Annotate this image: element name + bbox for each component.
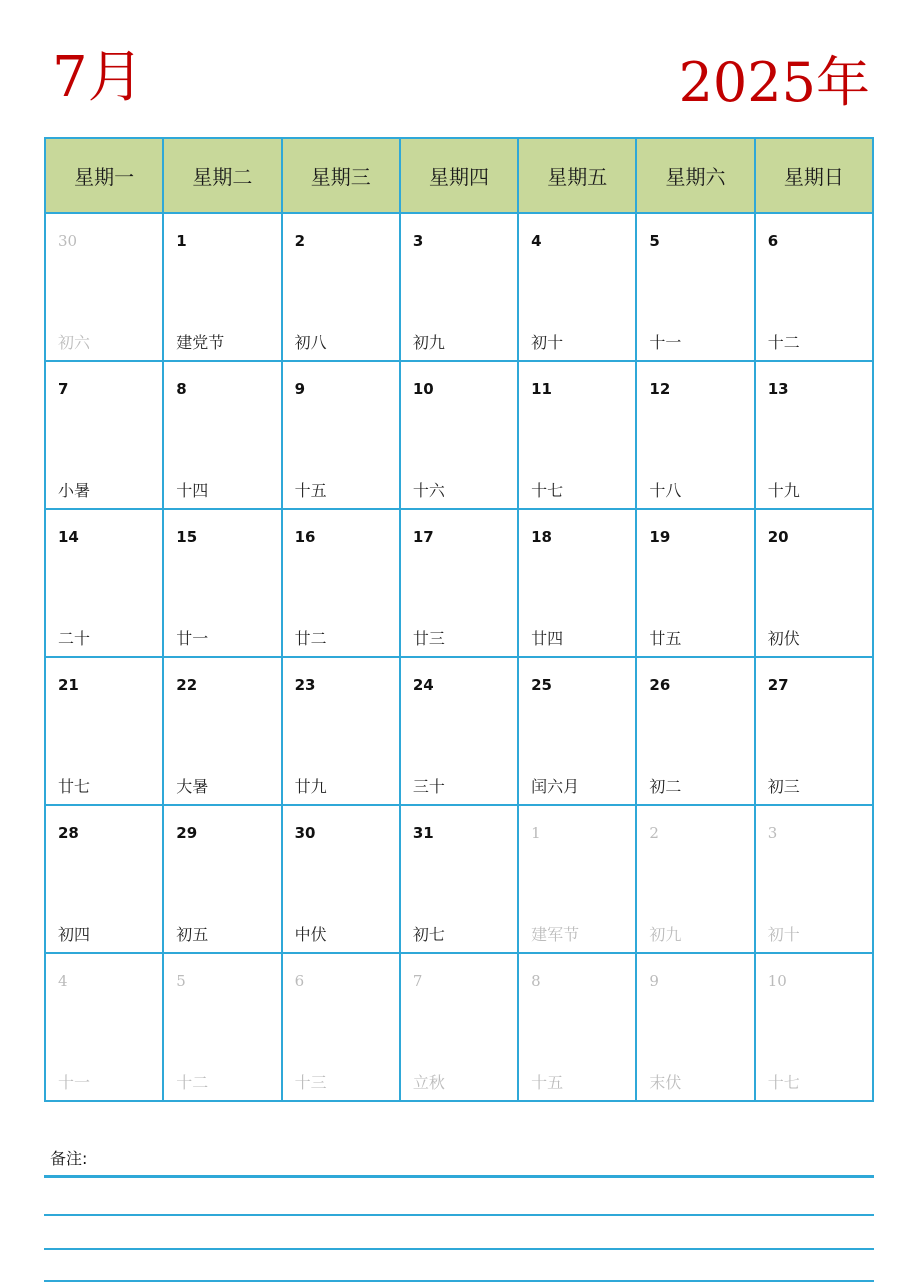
- lunar-date: 廿五: [649, 629, 682, 648]
- lunar-date: 立秋: [412, 1073, 445, 1092]
- day-number: 30: [58, 232, 78, 250]
- lunar-date: 十五: [294, 481, 327, 500]
- lunar-date: 建党节: [176, 333, 225, 352]
- day-number: 15: [176, 528, 198, 546]
- day-number: 1: [176, 232, 187, 250]
- day-number: 7: [412, 972, 423, 990]
- weekday-header: 星期四: [400, 138, 518, 213]
- lunar-date: 中伏: [294, 925, 327, 944]
- lunar-date: 廿七: [58, 777, 91, 796]
- day-number: 25: [531, 676, 552, 694]
- week-row: [45, 657, 873, 805]
- day-cell[interactable]: [755, 509, 873, 657]
- day-cell[interactable]: [518, 361, 636, 509]
- lunar-date: 初五: [176, 925, 209, 944]
- lunar-date: 闰六月: [531, 777, 580, 796]
- day-cell[interactable]: [636, 509, 754, 657]
- day-cell[interactable]: [518, 805, 636, 953]
- day-cell[interactable]: [45, 213, 163, 361]
- day-number: 29: [176, 824, 198, 842]
- weekday-header: 星期五: [518, 138, 636, 213]
- day-number: 4: [531, 232, 542, 250]
- day-cell[interactable]: [45, 953, 163, 1101]
- day-number: 3: [767, 824, 778, 842]
- day-cell[interactable]: [163, 509, 281, 657]
- lunar-date: 末伏: [649, 1073, 682, 1092]
- week-row: [45, 509, 873, 657]
- weekday-header-row: [45, 138, 873, 213]
- note-line: [44, 1248, 874, 1250]
- day-number: 8: [531, 972, 541, 990]
- day-number: 11: [531, 380, 552, 398]
- day-number: 2: [649, 824, 659, 842]
- day-cell[interactable]: [163, 213, 281, 361]
- lunar-date: 建军节: [531, 925, 580, 944]
- lunar-date: 三十: [412, 777, 445, 796]
- lunar-date: 十一: [58, 1073, 91, 1092]
- lunar-date: 初九: [649, 925, 682, 944]
- weekday-header: 星期一: [45, 138, 163, 213]
- day-cell[interactable]: [518, 509, 636, 657]
- lunar-date: 十四: [176, 481, 209, 500]
- day-number: 26: [649, 676, 671, 694]
- lunar-date: 十一: [649, 333, 682, 352]
- weekday-header: 星期三: [282, 138, 400, 213]
- day-number: 10: [767, 972, 787, 990]
- day-cell[interactable]: [163, 361, 281, 509]
- day-cell[interactable]: [755, 805, 873, 953]
- year-title: 2025年: [678, 51, 870, 114]
- day-cell[interactable]: [45, 509, 163, 657]
- lunar-date: 初十: [767, 925, 800, 944]
- lunar-date: 初八: [294, 333, 327, 352]
- lunar-date: 廿九: [294, 777, 327, 796]
- day-number: 13: [767, 380, 789, 398]
- lunar-date: 十五: [531, 1073, 564, 1092]
- day-number: 9: [649, 972, 659, 990]
- day-cell[interactable]: [282, 657, 400, 805]
- day-number: 27: [767, 676, 789, 694]
- lunar-date: 廿二: [294, 629, 327, 648]
- day-cell[interactable]: [636, 805, 754, 953]
- day-number: 21: [58, 676, 79, 694]
- day-number: 6: [767, 232, 779, 250]
- lunar-date: 初四: [58, 925, 91, 944]
- day-cell[interactable]: [282, 805, 400, 953]
- day-number: 1: [531, 824, 541, 842]
- day-number: 3: [412, 232, 424, 250]
- day-number: 10: [412, 380, 434, 398]
- lunar-date: 十六: [412, 481, 445, 500]
- lunar-date: 廿一: [176, 629, 209, 648]
- lunar-date: 初十: [531, 333, 564, 352]
- lunar-date: 十八: [649, 481, 682, 500]
- day-cell[interactable]: [45, 657, 163, 805]
- day-number: 28: [58, 824, 79, 842]
- day-cell[interactable]: [45, 805, 163, 953]
- day-number: 5: [176, 972, 186, 990]
- day-cell[interactable]: [518, 657, 636, 805]
- day-cell[interactable]: [163, 805, 281, 953]
- day-cell[interactable]: [755, 953, 873, 1101]
- day-cell[interactable]: [636, 361, 754, 509]
- day-number: 30: [294, 824, 316, 842]
- notes-label: 备注:: [50, 1149, 88, 1168]
- day-cell[interactable]: [755, 657, 873, 805]
- day-number: 8: [176, 380, 187, 398]
- calendar-grid: [44, 137, 874, 1102]
- day-number: 7: [58, 380, 69, 398]
- note-line: [44, 1280, 874, 1282]
- day-cell[interactable]: [282, 361, 400, 509]
- day-cell[interactable]: [163, 953, 281, 1101]
- weekday-header: 星期日: [755, 138, 873, 213]
- lunar-date: 初伏: [767, 629, 800, 648]
- day-cell[interactable]: [518, 953, 636, 1101]
- day-cell[interactable]: [400, 509, 518, 657]
- weekday-header: 星期二: [163, 138, 281, 213]
- lunar-date: 十七: [767, 1073, 800, 1092]
- day-number: 5: [649, 232, 660, 250]
- day-number: 23: [294, 676, 316, 694]
- week-row: [45, 805, 873, 953]
- lunar-date: 初六: [58, 333, 91, 352]
- day-cell[interactable]: [282, 213, 400, 361]
- week-row: [45, 213, 873, 361]
- lunar-date: 廿三: [412, 629, 445, 648]
- lunar-date: 十二: [176, 1073, 209, 1092]
- note-line: [44, 1175, 874, 1178]
- lunar-date: 初七: [412, 925, 445, 944]
- day-cell[interactable]: [400, 213, 518, 361]
- lunar-date: 初三: [767, 777, 800, 796]
- lunar-date: 十九: [767, 481, 800, 500]
- lunar-date: 十二: [767, 333, 800, 352]
- day-number: 4: [58, 972, 68, 990]
- day-cell[interactable]: [400, 657, 518, 805]
- day-number: 18: [531, 528, 552, 546]
- day-number: 17: [412, 528, 434, 546]
- weekday-header: 星期六: [636, 138, 754, 213]
- month-title: 7月: [52, 45, 144, 110]
- day-number: 24: [412, 676, 434, 694]
- lunar-date: 二十: [58, 629, 91, 648]
- lunar-date: 十七: [531, 481, 564, 500]
- lunar-date: 初九: [412, 333, 445, 352]
- lunar-date: 十三: [294, 1073, 327, 1092]
- lunar-date: 初二: [649, 777, 682, 796]
- day-cell[interactable]: [518, 213, 636, 361]
- day-number: 2: [294, 232, 305, 250]
- day-cell[interactable]: [400, 953, 518, 1101]
- lunar-date: 大暑: [176, 777, 209, 796]
- lunar-date: 廿四: [531, 629, 564, 648]
- day-number: 6: [294, 972, 305, 990]
- day-number: 20: [767, 528, 789, 546]
- day-cell[interactable]: [755, 213, 873, 361]
- day-cell[interactable]: [282, 953, 400, 1101]
- day-cell[interactable]: [636, 953, 754, 1101]
- day-number: 31: [412, 824, 434, 842]
- day-number: 12: [649, 380, 671, 398]
- day-cell[interactable]: [636, 213, 754, 361]
- day-number: 19: [649, 528, 671, 546]
- day-number: 14: [58, 528, 79, 546]
- note-line: [44, 1214, 874, 1216]
- day-number: 22: [176, 676, 198, 694]
- week-row: [45, 953, 873, 1101]
- day-cell[interactable]: [400, 361, 518, 509]
- week-row: [45, 361, 873, 509]
- day-cell[interactable]: [45, 361, 163, 509]
- day-cell[interactable]: [400, 805, 518, 953]
- day-cell[interactable]: [636, 657, 754, 805]
- day-cell[interactable]: [282, 509, 400, 657]
- lunar-date: 小暑: [58, 481, 91, 500]
- day-number: 16: [294, 528, 316, 546]
- day-cell[interactable]: [163, 657, 281, 805]
- day-number: 9: [294, 380, 305, 398]
- day-cell[interactable]: [755, 361, 873, 509]
